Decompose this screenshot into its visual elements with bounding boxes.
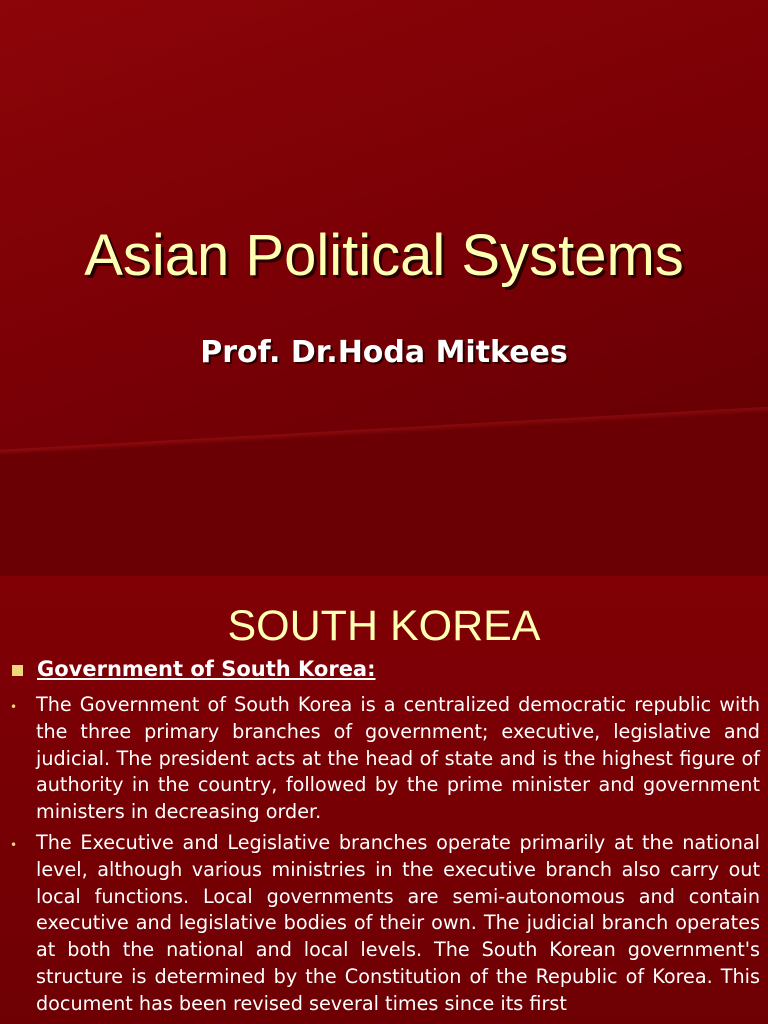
- content-slide: [0, 576, 768, 1024]
- paragraph-list: [0, 692, 768, 1022]
- section-title: Government of South Korea:: [37, 657, 376, 681]
- paragraph: [0, 692, 768, 826]
- paragraph-text: The Executive and Legislative branches operate primarily at the national level, although various ministries in the executive branch also carry out local functions. Local governments are semi-autonomous and contain executive and legislative bodies of their own. The judicial branch operates at both the national and local levels. The South Korean government's structure is determined by the Constitution of the Republic of Korea. This document has been revised several times since its first: [36, 830, 760, 1015]
- paragraph-text: The Government of South Korea is a centralized democratic republic with the three primary branches of government; executive, legislative and judicial. The president acts at the head of state and is the highest figure of authority in the country, followed by the prime minister and government ministers in decreasing order.: [36, 693, 760, 824]
- dot-bullet-icon: •: [10, 700, 18, 714]
- dot-bullet-icon: •: [10, 837, 18, 852]
- section-heading: [12, 657, 376, 681]
- slide-title: Asian Political Systems: [84, 223, 684, 288]
- slide-subtitle: Prof. Dr.Hoda Mitkees: [200, 335, 568, 370]
- square-bullet-icon: [12, 665, 23, 676]
- paragraph: [0, 830, 768, 1018]
- slide-heading: SOUTH KOREA: [227, 602, 541, 650]
